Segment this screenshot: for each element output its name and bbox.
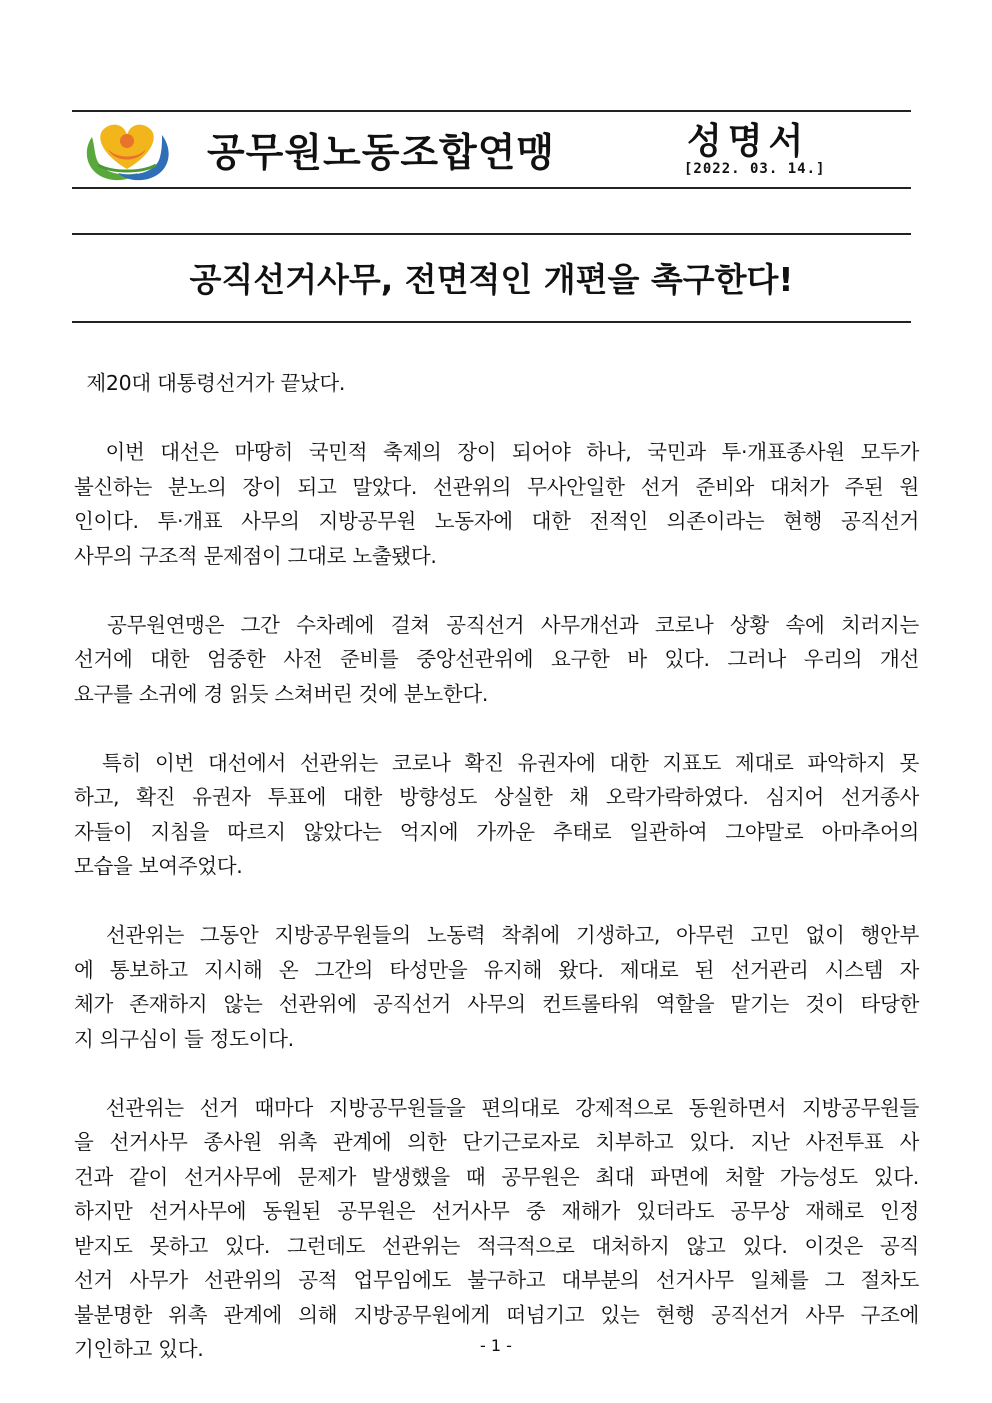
- paragraph: [74, 918, 919, 1056]
- text-line: 에 통보하고 지시해 온 그간의 타성만을 유지해 왔다. 제대로 된 선거관리 시스템 자: [74, 957, 919, 982]
- text-line: 기인하고 있다.: [74, 1337, 204, 1361]
- text-line: 선관위는 선거 때마다 지방공무원들을 편의대로 강제적으로 동원하면서 지방공무원들: [74, 1095, 919, 1120]
- text-line: 받지도 못하고 있다. 그런데도 선관위는 적극적으로 대처하지 않고 있다. 이것은 공직: [74, 1233, 919, 1258]
- organization-name: 공무원노동조합연맹: [207, 131, 556, 176]
- text-line: 이번 대선은 마땅히 국민적 축제의 장이 되어야 하나, 국민과 투·개표종사원 모두가: [74, 440, 919, 464]
- text-line: 선관위는 그동안 지방공무원들의 노동력 착취에 기생하고, 아무런 고민 없이 행안부: [74, 923, 919, 947]
- text-line: 제20대 대통령선거가 끝났다.: [74, 371, 346, 395]
- document-type: 성명서: [687, 121, 810, 162]
- paragraph: [74, 746, 919, 884]
- paragraph: [74, 1091, 919, 1367]
- text-line: 불신하는 분노의 장이 되고 말았다. 선관위의 무사안일한 선거 준비와 대처가 주된 원: [74, 474, 919, 499]
- text-line: 요구를 소귀에 경 읽듯 스쳐버린 것에 분노한다.: [74, 681, 489, 706]
- union-logo-icon: [78, 117, 176, 185]
- document-date: [2022. 03. 14.]: [684, 161, 826, 177]
- text-line: 체가 존재하지 않는 선관위에 공직선거 사무의 컨트롤타워 역할을 맡기는 것이 타당한: [74, 992, 919, 1016]
- text-line: 지 의구심이 들 정도이다.: [74, 1026, 294, 1051]
- statement-title: 공직선거사무, 전면적인 개편을 촉구한다!: [189, 260, 794, 299]
- header-top-rule: [72, 110, 911, 112]
- header-bottom-rule: [72, 187, 911, 189]
- text-line: 사무의 구조적 문제점이 그대로 노출됐다.: [74, 543, 437, 568]
- statement-body: [74, 366, 919, 1401]
- text-line: 공무원연맹은 그간 수차례에 걸쳐 공직선거 사무개선과 코로나 상황 속에 치러지는: [74, 612, 919, 637]
- paragraph: [74, 435, 919, 573]
- text-line: 자들이 지침을 따르지 않았다는 억지에 가까운 추태로 일관하여 그야말로 아마추어의: [74, 819, 919, 844]
- text-line: 불분명한 위촉 관계에 의해 지방공무원에게 떠넘기고 있는 현행 공직선거 사무 구조에: [74, 1302, 919, 1327]
- text-line: 선거에 대한 엄중한 사전 준비를 중앙선관위에 요구한 바 있다. 그러나 우리의 개선: [74, 647, 919, 671]
- text-line: 하고, 확진 유권자 투표에 대한 방향성도 상실한 채 오락가락하였다. 심지어 선거종사: [74, 785, 919, 809]
- paragraph: [74, 366, 919, 401]
- text-line: 선거 사무가 선관위의 공적 업무임에도 불구하고 대부분의 선거사무 일체를 그 절차도: [74, 1268, 919, 1292]
- paragraph: [74, 608, 919, 712]
- page-number: - 1 -: [480, 1336, 512, 1355]
- text-line: 모습을 보여주었다.: [74, 854, 243, 878]
- text-line: 특히 이번 대선에서 선관위는 코로나 확진 유권자에 대한 지표도 제대로 파악하지 못: [74, 750, 919, 775]
- title-bottom-rule: [72, 321, 911, 323]
- title-top-rule: [72, 233, 911, 235]
- text-line: 인이다. 투·개표 사무의 지방공무원 노동자에 대한 전적인 의존이라는 현행 공직선거: [74, 509, 919, 533]
- text-line: 을 선거사무 종사원 위촉 관계에 의한 단기근로자로 치부하고 있다. 지난 사전투표 사: [74, 1130, 919, 1154]
- text-line: 건과 같이 선거사무에 문제가 발생했을 때 공무원은 최대 파면에 처할 가능성도 있다.: [74, 1164, 919, 1189]
- text-line: 하지만 선거사무에 동원된 공무원은 선거사무 중 재해가 있더라도 공무상 재해로 인정: [74, 1199, 919, 1223]
